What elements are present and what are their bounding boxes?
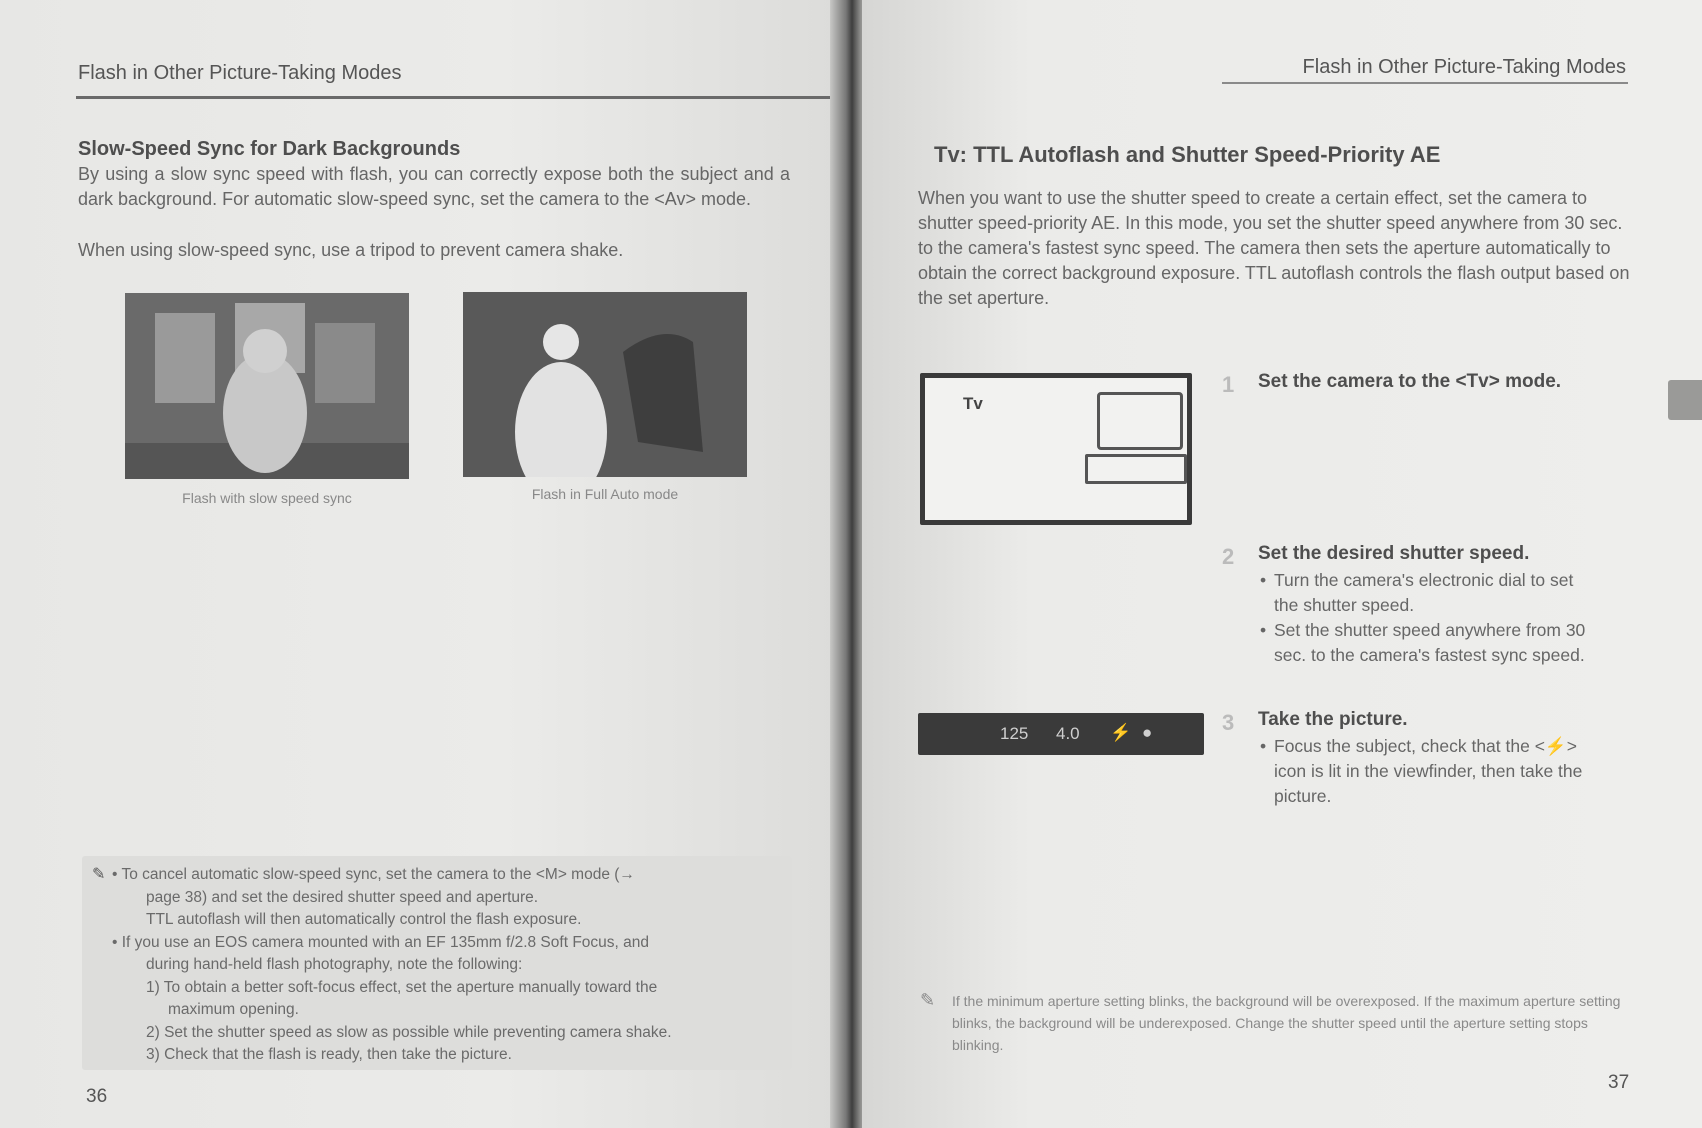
flash-ready-icon: ⚡ bbox=[1110, 723, 1132, 742]
step-number: 3 bbox=[1222, 710, 1235, 735]
step-bullet: • Turn the camera's electronic dial to set the shutter speed. bbox=[1260, 568, 1590, 618]
step-bullet: • Focus the subject, check that the <⚡> icon is lit in the viewfinder, then take the picture. bbox=[1260, 734, 1600, 809]
viewfinder-display bbox=[918, 713, 1204, 755]
lcd-panel bbox=[920, 373, 1192, 525]
intro-text-2: When using slow-speed sync, use a tripod to prevent camera shake. bbox=[78, 240, 624, 260]
page-header: Flash in Other Picture-Taking Modes bbox=[78, 62, 402, 84]
photo-full-auto-image bbox=[463, 292, 747, 477]
page-number: 36 bbox=[86, 1086, 108, 1107]
note-line: 2) Set the shutter speed as slow as possible while preventing camera shake. bbox=[146, 1023, 672, 1041]
page-header: Flash in Other Picture-Taking Modes bbox=[1302, 56, 1626, 78]
photo-slow-sync-image bbox=[125, 293, 409, 479]
pencil-icon: ✎ bbox=[920, 990, 936, 1010]
right-page bbox=[862, 0, 1702, 1128]
pencil-icon: ✎ bbox=[92, 866, 106, 883]
lcd-value-box bbox=[1085, 454, 1187, 484]
note-line: during hand-held flash photography, note the following: bbox=[146, 956, 523, 973]
note-lines bbox=[112, 864, 672, 1067]
step-number: 1 bbox=[1222, 372, 1235, 397]
intro-text: By using a slow sync speed with flash, you can correctly expose both the subject and a dark background. For automatic slow-speed sync, set the camera to the <Av> mode. bbox=[78, 164, 790, 209]
viewfinder-aperture: 4.0 bbox=[1056, 724, 1080, 743]
step-bullet: • Set the shutter speed anywhere from 30 sec. to the camera's fastest sync speed. bbox=[1260, 618, 1590, 668]
section-title: Tv: TTL Autoflash and Shutter Speed-Priority AE bbox=[934, 142, 1441, 167]
lcd-mode-label: Tv bbox=[963, 394, 983, 413]
header-rule bbox=[76, 96, 836, 99]
note-line: • If you use an EOS camera mounted with an EF 135mm f/2.8 Soft Focus, and bbox=[112, 933, 649, 951]
page-number: 37 bbox=[1608, 1072, 1630, 1093]
step-title: Set the camera to the <Tv> mode. bbox=[1258, 371, 1562, 392]
note-line: page 38) and set the desired shutter speed and aperture. bbox=[146, 888, 539, 906]
header-rule bbox=[1222, 82, 1628, 84]
note-text: If the minimum aperture setting blinks, the background will be overexposed. If the maximum aperture setting blinks, the background will be underexposed. Change the shutter speed until the aperture setting stops blinking. bbox=[952, 993, 1621, 1053]
note-line: 1) To obtain a better soft-focus effect, set the aperture manually toward the bbox=[146, 978, 658, 996]
photo-caption: Flash in Full Auto mode bbox=[531, 486, 679, 502]
lcd-display-box bbox=[1097, 392, 1183, 450]
step-title: Set the desired shutter speed. bbox=[1258, 543, 1530, 564]
chapter-tab bbox=[1668, 380, 1702, 420]
intro-text: When you want to use the shutter speed to create a certain effect, set the camera to shutter speed-priority AE. In this mode, you set the shutter speed anywhere from 30 sec. to the camera's fastest sync speed. The camera then sets the aperture automatically to obtain the correct background exposure. TTL autoflash controls the flash output based on the set aperture. bbox=[918, 188, 1630, 308]
photo-full-auto bbox=[463, 292, 747, 477]
note-line: • To cancel automatic slow-speed sync, set the camera to the <M> mode (→ bbox=[112, 866, 635, 883]
section-title: Slow-Speed Sync for Dark Backgrounds bbox=[78, 138, 461, 160]
photo-slow-sync bbox=[125, 293, 409, 479]
step-bullets bbox=[1260, 568, 1590, 668]
note-box bbox=[82, 856, 792, 1070]
photo-caption: Flash with slow speed sync bbox=[182, 490, 352, 506]
note-line: maximum opening. bbox=[168, 1001, 299, 1018]
left-page bbox=[0, 0, 840, 1128]
focus-confirm-icon: ● bbox=[1142, 723, 1153, 742]
note-line: TTL autoflash will then automatically control the flash exposure. bbox=[146, 911, 582, 928]
step-bullets bbox=[1260, 734, 1600, 809]
step-title: Take the picture. bbox=[1258, 709, 1408, 730]
note-line: 3) Check that the flash is ready, then take the picture. bbox=[146, 1046, 512, 1063]
viewfinder-shutter-speed: 125 bbox=[1000, 724, 1029, 743]
step-number: 2 bbox=[1222, 544, 1235, 569]
